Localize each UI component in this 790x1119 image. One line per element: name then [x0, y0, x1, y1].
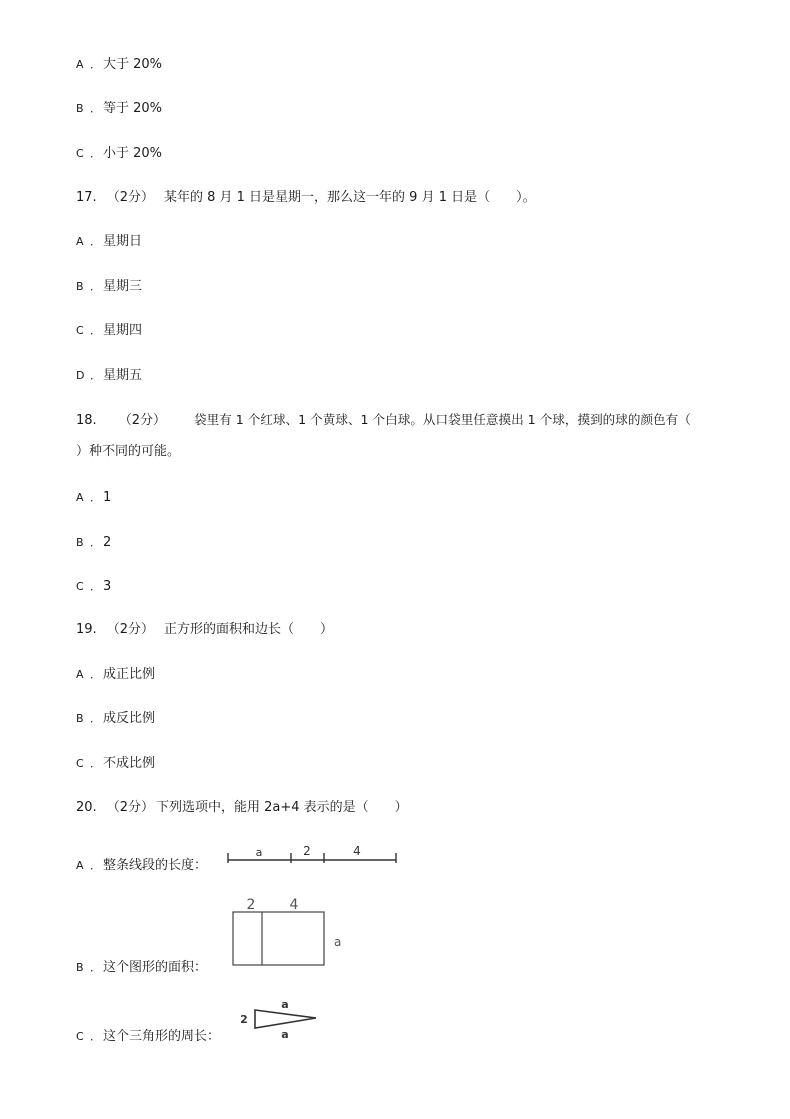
option-16-a[interactable] [76, 56, 162, 74]
option-text: 不成比例 [103, 756, 156, 771]
option-18-b[interactable] [76, 534, 111, 552]
triangle-label-2: 2 [240, 1013, 248, 1026]
option-16-c[interactable] [76, 145, 162, 163]
question-number: 17. [76, 190, 97, 205]
question-20 [76, 799, 408, 817]
option-label: A [76, 58, 84, 71]
option-text: 这个三角形的周长： [103, 1029, 221, 1044]
option-16-b[interactable] [76, 100, 162, 118]
option-label: B [76, 712, 84, 725]
option-separator: ． [90, 757, 101, 770]
option-text: 成正比例 [103, 667, 156, 682]
question-number: 18. [76, 413, 97, 428]
triangle-label-a-top: a [281, 998, 289, 1011]
option-text: 整条线段的长度： [103, 858, 208, 873]
rectangle-outline [233, 912, 324, 965]
option-label: C [76, 324, 84, 337]
triangle-outline [255, 1010, 316, 1028]
option-separator: ． [90, 859, 101, 872]
triangle-figure [234, 996, 324, 1046]
option-text: 小于 20% [103, 146, 163, 161]
option-label: A [76, 668, 84, 681]
option-label: A [76, 859, 84, 872]
question-text: 下列选项中，能用 2a+4 表示的是（ ） [155, 800, 408, 815]
option-separator: ． [90, 235, 101, 248]
option-label: D [76, 369, 85, 382]
rectangle-label-4: 4 [289, 897, 299, 913]
option-text: 成反比例 [103, 711, 156, 726]
option-separator: ． [90, 1030, 101, 1043]
option-separator: ． [90, 961, 101, 974]
option-19-b[interactable] [76, 710, 155, 728]
question-points: （2分） [106, 622, 154, 637]
segment-label-a: a [255, 846, 263, 859]
option-label: C [76, 147, 84, 160]
option-separator: ． [90, 369, 101, 382]
option-separator: ． [90, 324, 101, 337]
question-points: （2分） [106, 800, 154, 815]
option-separator: ． [90, 58, 101, 71]
option-20-b[interactable] [76, 959, 207, 977]
option-label: B [76, 280, 84, 293]
question-18 [76, 411, 691, 430]
question-number: 20. [76, 800, 97, 815]
option-separator: ． [90, 536, 101, 549]
option-label: B [76, 961, 84, 974]
option-text: 3 [103, 579, 112, 594]
option-label: B [76, 102, 84, 115]
question-18-continuation: ）种不同的可能。 [76, 444, 181, 459]
option-separator: ． [90, 580, 101, 593]
option-separator: ． [90, 491, 101, 504]
option-label: B [76, 536, 84, 549]
option-18-c[interactable] [76, 578, 111, 596]
option-17-c[interactable] [76, 322, 142, 340]
option-18-a[interactable] [76, 489, 111, 507]
question-points: （2分） [106, 190, 154, 205]
option-text: 等于 20% [103, 101, 163, 116]
option-20-c[interactable] [76, 1028, 220, 1046]
option-20-a[interactable] [76, 857, 207, 875]
option-label: C [76, 580, 84, 593]
option-text: 星期三 [103, 279, 143, 294]
option-text: 这个图形的面积： [103, 960, 208, 975]
option-label: C [76, 1030, 84, 1043]
option-text: 1 [103, 490, 112, 505]
question-19 [76, 621, 333, 639]
option-separator: ． [90, 102, 101, 115]
option-text: 2 [103, 535, 112, 550]
option-text: 星期四 [103, 323, 143, 338]
question-number: 19. [76, 622, 97, 637]
option-separator: ． [90, 280, 101, 293]
option-17-b[interactable] [76, 278, 142, 296]
option-text: 大于 20% [103, 57, 163, 72]
question-text: 正方形的面积和边长（ ） [163, 622, 333, 637]
option-17-d[interactable] [76, 367, 142, 385]
option-17-a[interactable] [76, 233, 142, 251]
option-19-c[interactable] [76, 755, 155, 773]
question-text: 袋里有 1 个红球、1 个黄球、1 个白球。从口袋里任意摸出 1 个球，摸到的球的颜色有（ [193, 412, 691, 427]
option-label: C [76, 757, 84, 770]
option-label: A [76, 235, 84, 248]
option-text: 星期五 [103, 368, 143, 383]
option-text: 星期日 [103, 234, 143, 249]
option-separator: ． [90, 147, 101, 160]
option-separator: ． [90, 712, 101, 725]
triangle-label-a-bottom: a [281, 1028, 289, 1041]
rectangle-figure [228, 894, 352, 974]
rectangle-label-2: 2 [246, 897, 256, 913]
option-separator: ． [90, 668, 101, 681]
option-19-a[interactable] [76, 666, 155, 684]
segment-label-2: 2 [303, 844, 311, 858]
option-label: A [76, 491, 84, 504]
question-17 [76, 189, 536, 207]
question-points: （2分） [118, 413, 166, 428]
segment-label-4: 4 [353, 844, 361, 858]
question-text: 某年的 8 月 1 日是星期一，那么这一年的 9 月 1 日是（ ）。 [163, 190, 536, 205]
rectangle-label-a: a [334, 935, 342, 949]
segment-figure [224, 842, 400, 872]
